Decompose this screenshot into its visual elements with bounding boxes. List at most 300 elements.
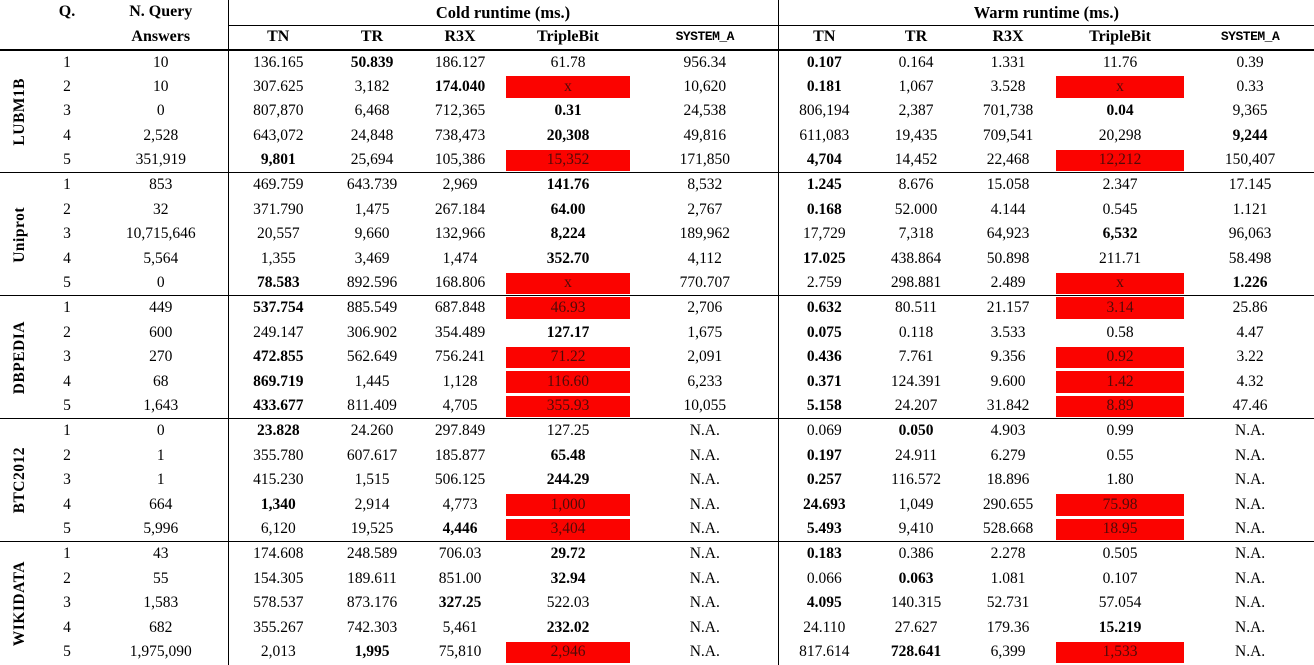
query-answers-cell: 600	[149, 323, 173, 341]
query-number-cell: 3	[63, 471, 71, 489]
query-answers-cell: 5,564	[143, 249, 179, 267]
query-answers-cell: 0	[94, 419, 228, 444]
query-answers-cell: 449	[94, 296, 228, 321]
warm-r3x-cell: 179.36	[986, 618, 1030, 636]
cold-tr-cell: 6,468	[354, 102, 390, 120]
warm-tr-cell: 80.511	[870, 296, 962, 321]
query-number-cell: 3	[63, 348, 71, 366]
cold-tr-cell: 50.839	[328, 50, 416, 75]
query-number-cell: 4	[63, 618, 71, 636]
warm-system-a-cell: 4.32	[1236, 372, 1264, 390]
warm-tn-cell: 0.075	[778, 321, 870, 346]
cold-system-a-cell: N.A.	[689, 520, 720, 538]
dataset-label: Uniprot	[0, 173, 40, 296]
warm-system-a-cell: N.A.	[1235, 594, 1266, 612]
dataset-label: DBPEDIA	[0, 296, 40, 419]
cold-r3x-cell: 706.03	[416, 542, 504, 567]
warm-r3x-cell: 31.842	[986, 397, 1030, 415]
warm-r3x-cell: 21.157	[962, 296, 1054, 321]
query-answers-cell: 0	[156, 102, 165, 120]
warm-tr-cell: 0.063	[898, 569, 934, 587]
cold-tr-cell: 189.611	[347, 569, 397, 587]
col-header-cold-tn: TN	[228, 25, 328, 50]
cold-tn-cell: 136.165	[228, 50, 328, 75]
query-answers-cell: 270	[149, 348, 173, 366]
warm-r3x-cell: 22,468	[986, 151, 1030, 169]
warm-tr-cell: 7,318	[898, 225, 934, 243]
warm-r3x-cell: 1.081	[990, 569, 1026, 587]
warm-r3x-cell: 52.731	[986, 594, 1030, 612]
warm-tn-cell: 1.245	[778, 173, 870, 198]
warm-tn-cell: 0.181	[778, 75, 870, 100]
cold-r3x-cell: 5,461	[442, 618, 478, 636]
warm-system-a-cell: N.A.	[1186, 542, 1314, 567]
warm-system-a-cell: N.A.	[1235, 569, 1266, 587]
col-header-cold-r3x: R3X	[416, 25, 504, 50]
query-answers-cell: 1	[156, 446, 165, 464]
cold-tn-cell: 578.537	[228, 591, 328, 616]
warm-tn-cell: 4.095	[778, 591, 870, 616]
warm-triplebit-cell: 0.107	[1102, 569, 1138, 587]
col-header-cold-system-a: SYSTEM_A	[632, 25, 778, 50]
cold-tn-cell: 307.625	[228, 75, 328, 100]
q-column-header-blank	[40, 25, 94, 50]
cold-system-a-cell: 1,675	[687, 323, 723, 341]
cold-runtime-group-header: Cold runtime (ms.)	[228, 0, 778, 25]
query-answers-cell: 1,975,090	[129, 643, 192, 661]
cold-tr-cell: 1,445	[354, 372, 390, 390]
cold-r3x-cell: 687.848	[416, 296, 504, 321]
cold-system-a-cell: N.A.	[689, 495, 720, 513]
warm-tn-cell: 0.371	[778, 370, 870, 395]
cold-tn-cell: 1,340	[228, 493, 328, 518]
cold-system-a-cell: 49,816	[683, 126, 727, 144]
warm-tn-cell: 17,729	[778, 222, 870, 247]
query-number-cell: 2	[63, 77, 71, 95]
cold-system-a-cell: 2,706	[632, 296, 778, 321]
warm-r3x-cell: 290.655	[982, 495, 1034, 513]
warm-tr-cell: 14,452	[894, 151, 938, 169]
warm-triplebit-cell: 0.99	[1054, 419, 1186, 444]
q-column-header: Q.	[58, 3, 76, 21]
table-row	[0, 99, 1314, 124]
cold-tn-cell: 20,557	[228, 222, 328, 247]
cold-triplebit-cell: 355.93	[504, 394, 632, 419]
warm-triplebit-cell: 8.89	[1054, 394, 1186, 419]
warm-tn-cell: 0.257	[778, 468, 870, 493]
table-body	[0, 50, 1314, 665]
cold-triplebit-cell: 71.22	[504, 345, 632, 370]
warm-r3x-cell: 701,738	[982, 102, 1034, 120]
cold-tr-cell: 562.649	[346, 348, 398, 366]
cold-tn-cell: 643,072	[228, 124, 328, 149]
warm-tn-cell: 5.493	[778, 517, 870, 542]
cold-triplebit-cell: 46.93	[504, 296, 632, 321]
table-row	[0, 444, 1314, 469]
cold-r3x-cell: 4,705	[442, 397, 478, 415]
warm-system-a-cell: 47.46	[1232, 397, 1268, 415]
col-header-cold-triplebit: TripleBit	[504, 25, 632, 50]
cold-r3x-cell: 132,966	[434, 225, 486, 243]
warm-r3x-cell: 18.896	[986, 471, 1030, 489]
query-number-cell: 1	[40, 542, 94, 567]
warm-triplebit-cell: 75.98	[1054, 493, 1186, 518]
corner-blank-2	[0, 25, 40, 50]
cold-tr-cell: 248.589	[328, 542, 416, 567]
warm-system-a-cell: 0.33	[1236, 77, 1264, 95]
table-row	[0, 591, 1314, 616]
warm-r3x-cell: 4.144	[990, 200, 1026, 218]
query-answers-cell: 10,715,646	[125, 225, 196, 243]
query-number-cell: 4	[63, 249, 71, 267]
warm-r3x-cell: 528.668	[982, 520, 1034, 538]
cold-triplebit-cell: 141.76	[504, 173, 632, 198]
warm-r3x-cell: 3.528	[990, 77, 1026, 95]
warm-triplebit-cell: 1.42	[1054, 370, 1186, 395]
cold-system-a-cell: N.A.	[689, 471, 720, 489]
warm-tn-cell: 0.436	[778, 345, 870, 370]
table-row	[0, 345, 1314, 370]
warm-tn-cell: 0.066	[778, 566, 870, 591]
cold-tn-cell: 807,870	[228, 99, 328, 124]
cold-triplebit-cell: 244.29	[546, 471, 590, 489]
warm-system-a-cell: N.A.	[1235, 618, 1266, 636]
cold-tn-cell: 2,013	[228, 640, 328, 665]
warm-r3x-cell: 3.533	[990, 323, 1026, 341]
warm-system-a-cell: 25.86	[1186, 296, 1314, 321]
cold-system-a-cell: 189,962	[679, 225, 730, 243]
warm-tn-cell: 5.158	[778, 394, 870, 419]
cold-triplebit-cell: 32.94	[550, 569, 586, 587]
warm-system-a-cell: 3.22	[1236, 348, 1264, 366]
cold-triplebit-cell: 116.60	[504, 370, 632, 395]
cold-r3x-cell: 267.184	[434, 200, 486, 218]
query-answers-cell: 0	[156, 274, 165, 292]
warm-system-a-cell: 1.121	[1232, 200, 1268, 218]
cold-triplebit-cell: 29.72	[504, 542, 632, 567]
warm-system-a-cell: N.A.	[1235, 643, 1266, 661]
warm-triplebit-cell: 211.71	[1099, 249, 1142, 267]
query-answers-cell: 1	[156, 471, 165, 489]
cold-tn-cell: 469.759	[228, 173, 328, 198]
cold-tr-cell: 643.739	[328, 173, 416, 198]
cold-tr-cell: 19,525	[350, 520, 394, 538]
cold-system-a-cell: N.A.	[689, 618, 720, 636]
warm-system-a-cell: 96,063	[1228, 225, 1272, 243]
cold-triplebit-cell: x	[504, 75, 632, 100]
cold-system-a-cell: 4,112	[687, 249, 722, 267]
cold-system-a-cell: 10,620	[683, 77, 727, 95]
cold-r3x-cell: 185.877	[434, 446, 486, 464]
cold-tn-cell: 433.677	[228, 394, 328, 419]
warm-tr-cell: 438.864	[890, 249, 942, 267]
cold-system-a-cell: 24,538	[683, 102, 727, 120]
warm-tn-cell: 17.025	[778, 247, 870, 272]
answers-column-header-line1: N. Query	[129, 3, 193, 21]
cold-r3x-cell: 4,446	[442, 520, 478, 538]
warm-system-a-cell: 1.226	[1232, 274, 1268, 292]
col-header-warm-tr: TR	[870, 25, 962, 50]
cold-triplebit-cell: 127.25	[504, 419, 632, 444]
warm-tr-cell: 0.118	[898, 323, 934, 341]
table-row	[0, 468, 1314, 493]
warm-tr-cell: 2,387	[898, 102, 934, 120]
table-row	[0, 222, 1314, 247]
col-header-warm-triplebit: TripleBit	[1054, 25, 1186, 50]
col-header-warm-tn: TN	[778, 25, 870, 50]
answers-column-header-line2: Answers	[94, 25, 228, 50]
warm-tn-cell: 0.632	[778, 296, 870, 321]
warm-tr-cell: 52.000	[894, 200, 938, 218]
warm-system-a-cell: 58.498	[1228, 249, 1272, 267]
cold-tr-cell: 742.303	[346, 618, 398, 636]
warm-tr-cell: 24.207	[894, 397, 938, 415]
warm-r3x-cell: 6,399	[990, 643, 1026, 661]
query-answers-cell: 1,583	[143, 594, 179, 612]
cold-system-a-cell: N.A.	[689, 569, 720, 587]
table-row	[0, 75, 1314, 100]
warm-triplebit-cell: 1.80	[1106, 471, 1134, 489]
warm-system-a-cell: N.A.	[1235, 471, 1266, 489]
warm-triplebit-cell: 0.92	[1054, 345, 1186, 370]
warm-triplebit-cell: 0.505	[1054, 542, 1186, 567]
query-answers-cell: 43	[94, 542, 228, 567]
warm-tr-cell: 24.911	[895, 446, 938, 464]
query-number-cell: 3	[63, 594, 71, 612]
table-row	[0, 296, 1314, 321]
table-header	[0, 0, 1314, 50]
query-answers-cell: 1,643	[143, 397, 179, 415]
query-number-cell: 2	[63, 446, 71, 464]
warm-tr-cell: 0.050	[870, 419, 962, 444]
warm-r3x-cell: 6.279	[990, 446, 1026, 464]
warm-triplebit-cell: 15.219	[1098, 618, 1142, 636]
cold-tr-cell: 3,469	[354, 249, 390, 267]
warm-triplebit-cell: 0.545	[1102, 200, 1138, 218]
warm-r3x-cell: 4.903	[962, 419, 1054, 444]
cold-system-a-cell: N.A.	[689, 446, 720, 464]
query-answers-cell: 10	[153, 77, 169, 95]
warm-triplebit-cell: 11.76	[1054, 50, 1186, 75]
table-row	[0, 148, 1314, 173]
cold-tn-cell: 415.230	[228, 468, 328, 493]
warm-triplebit-cell: 0.55	[1106, 446, 1134, 464]
cold-tr-cell: 607.617	[346, 446, 398, 464]
warm-tr-cell: 0.386	[870, 542, 962, 567]
cold-tn-cell: 9,801	[228, 148, 328, 173]
query-answers-cell: 5,996	[143, 520, 179, 538]
query-number-cell: 1	[40, 296, 94, 321]
warm-tr-cell: 140.315	[890, 594, 942, 612]
cold-tr-cell: 1,995	[354, 643, 390, 661]
cold-tn-cell: 355.780	[228, 444, 328, 469]
cold-tr-cell: 1,515	[354, 471, 390, 489]
warm-runtime-group-header: Warm runtime (ms.)	[778, 0, 1314, 25]
query-number-cell: 2	[63, 200, 71, 218]
query-number-cell: 1	[40, 419, 94, 444]
warm-r3x-cell: 1.331	[962, 50, 1054, 75]
query-number-cell: 1	[40, 50, 94, 75]
warm-r3x-cell: 50.898	[986, 249, 1030, 267]
warm-tr-cell: 1,049	[898, 495, 934, 513]
cold-tn-cell: 249.147	[228, 321, 328, 346]
table-row	[0, 394, 1314, 419]
cold-tr-cell: 2,914	[354, 495, 390, 513]
warm-r3x-cell: 9.600	[990, 372, 1026, 390]
cold-tr-cell: 9,660	[354, 225, 390, 243]
warm-system-a-cell: 9,244	[1232, 126, 1268, 144]
cold-tn-cell: 355.267	[228, 616, 328, 641]
query-answers-cell: 55	[153, 569, 169, 587]
warm-tn-cell: 806,194	[778, 99, 870, 124]
cold-triplebit-cell: 1,000	[504, 493, 632, 518]
warm-system-a-cell: N.A.	[1235, 520, 1266, 538]
cold-triplebit-cell: 65.48	[550, 446, 586, 464]
cold-r3x-cell: 1,474	[442, 249, 478, 267]
warm-triplebit-cell: 18.95	[1054, 517, 1186, 542]
query-number-cell: 1	[40, 173, 94, 198]
cold-r3x-cell: 174.040	[434, 77, 486, 95]
query-number-cell: 2	[63, 569, 71, 587]
cold-system-a-cell: 956.34	[632, 50, 778, 75]
cold-tn-cell: 6,120	[228, 517, 328, 542]
cold-system-a-cell: N.A.	[689, 643, 720, 661]
cold-tr-cell: 811.409	[347, 397, 397, 415]
warm-system-a-cell: N.A.	[1235, 495, 1266, 513]
warm-system-a-cell: N.A.	[1186, 419, 1314, 444]
warm-system-a-cell: 0.39	[1186, 50, 1314, 75]
query-number-cell: 4	[63, 126, 71, 144]
cold-r3x-cell: 506.125	[434, 471, 486, 489]
query-number-cell: 5	[63, 151, 71, 169]
cold-triplebit-cell: x	[504, 271, 632, 296]
warm-triplebit-cell: 6,532	[1102, 225, 1138, 243]
cold-r3x-cell: 1,128	[442, 372, 478, 390]
warm-r3x-cell: 9.356	[990, 348, 1026, 366]
table-row	[0, 493, 1314, 518]
warm-tn-cell: 0.107	[778, 50, 870, 75]
cold-tr-cell: 3,182	[354, 77, 390, 95]
table-row	[0, 271, 1314, 296]
warm-tn-cell: 0.168	[778, 198, 870, 223]
cold-tr-cell: 885.549	[328, 296, 416, 321]
cold-r3x-cell: 2,969	[416, 173, 504, 198]
query-answers-cell: 351,919	[135, 151, 186, 169]
cold-r3x-cell: 712,365	[434, 102, 486, 120]
cold-r3x-cell: 105,386	[434, 151, 486, 169]
table-row	[0, 517, 1314, 542]
warm-tr-cell: 7.761	[898, 348, 934, 366]
cold-r3x-cell: 75,810	[438, 643, 482, 661]
warm-triplebit-cell: x	[1054, 271, 1186, 296]
cold-tn-cell: 537.754	[228, 296, 328, 321]
query-answers-cell: 853	[94, 173, 228, 198]
cold-r3x-cell: 354.489	[434, 323, 486, 341]
warm-tn-cell: 0.183	[778, 542, 870, 567]
cold-triplebit-cell: 352.70	[546, 249, 590, 267]
query-number-cell: 5	[63, 274, 71, 292]
warm-triplebit-cell: 1,533	[1054, 640, 1186, 665]
query-number-cell: 5	[63, 643, 71, 661]
cold-r3x-cell: 168.806	[434, 274, 486, 292]
cold-system-a-cell: 770.707	[679, 274, 730, 292]
col-header-cold-tr: TR	[328, 25, 416, 50]
table-row	[0, 370, 1314, 395]
table-row	[0, 173, 1314, 198]
warm-triplebit-cell: 0.04	[1106, 102, 1134, 120]
cold-triplebit-cell: 8,224	[550, 225, 586, 243]
warm-tn-cell: 817.614	[778, 640, 870, 665]
cold-triplebit-cell: 15,352	[504, 148, 632, 173]
cold-tn-cell: 869.719	[228, 370, 328, 395]
table-row	[0, 640, 1314, 665]
warm-tr-cell: 728.641	[890, 643, 942, 661]
warm-tn-cell: 0.069	[778, 419, 870, 444]
cold-tr-cell: 25,694	[350, 151, 394, 169]
cold-triplebit-cell: 232.02	[546, 618, 590, 636]
warm-tr-cell: 1,067	[898, 77, 934, 95]
query-answers-cell: 664	[149, 495, 173, 513]
dataset-label: BTC2012	[0, 419, 40, 542]
cold-system-a-cell: N.A.	[632, 419, 778, 444]
warm-r3x-cell: 2.489	[990, 274, 1026, 292]
warm-r3x-cell: 64,923	[986, 225, 1030, 243]
cold-system-a-cell: 2,091	[687, 348, 723, 366]
cold-r3x-cell: 297.849	[416, 419, 504, 444]
warm-tn-cell: 24.693	[778, 493, 870, 518]
cold-tr-cell: 306.902	[346, 323, 398, 341]
cold-triplebit-cell: 127.17	[546, 323, 590, 341]
warm-tn-cell: 24.110	[778, 616, 870, 641]
query-number-cell: 3	[63, 225, 71, 243]
warm-tr-cell: 0.164	[870, 50, 962, 75]
warm-system-a-cell: 4.47	[1236, 323, 1264, 341]
warm-r3x-cell: 2.278	[962, 542, 1054, 567]
dataset-label: WIKIDATA	[0, 542, 40, 665]
cold-tn-cell: 154.305	[228, 566, 328, 591]
warm-r3x-cell: 709,541	[982, 126, 1034, 144]
cold-system-a-cell: 171,850	[679, 151, 730, 169]
table-row	[0, 247, 1314, 272]
table-row	[0, 419, 1314, 444]
warm-system-a-cell: 17.145	[1186, 173, 1314, 198]
cold-tn-cell: 23.828	[228, 419, 328, 444]
cold-tr-cell: 1,475	[354, 200, 390, 218]
cold-triplebit-cell: 64.00	[550, 200, 586, 218]
query-number-cell: 2	[63, 323, 71, 341]
query-number-cell: 4	[63, 495, 71, 513]
cold-system-a-cell: 6,233	[687, 372, 723, 390]
table-row	[0, 321, 1314, 346]
table-row	[0, 542, 1314, 567]
cold-system-a-cell: N.A.	[689, 594, 720, 612]
cold-triplebit-cell: 2,946	[504, 640, 632, 665]
warm-tn-cell: 0.197	[778, 444, 870, 469]
cold-system-a-cell: 2,767	[687, 200, 723, 218]
warm-triplebit-cell: 3.14	[1054, 296, 1186, 321]
cold-tn-cell: 78.583	[228, 271, 328, 296]
corner-blank	[0, 0, 40, 25]
warm-tr-cell: 124.391	[890, 372, 942, 390]
warm-system-a-cell: N.A.	[1235, 446, 1266, 464]
cold-r3x-cell: 851.00	[438, 569, 482, 587]
warm-triplebit-cell: 0.58	[1106, 323, 1134, 341]
table-row	[0, 616, 1314, 641]
warm-triplebit-cell: 20,298	[1098, 126, 1142, 144]
cold-system-a-cell: 8,532	[632, 173, 778, 198]
warm-system-a-cell: 9,365	[1232, 102, 1268, 120]
cold-triplebit-cell: 20,308	[546, 126, 590, 144]
